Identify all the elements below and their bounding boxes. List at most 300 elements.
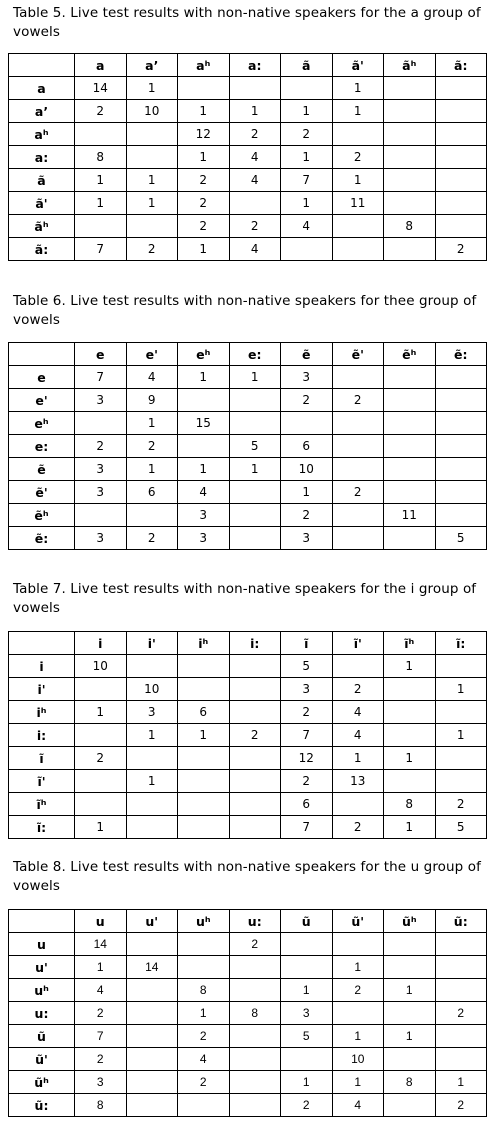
- table-cell: [126, 1094, 178, 1117]
- column-header: e': [126, 343, 178, 366]
- row-header: a’: [9, 100, 75, 123]
- table-cell: 1: [384, 979, 436, 1002]
- table-cell: [229, 1094, 281, 1117]
- row-header: ẽ: [9, 458, 75, 481]
- table-cell: 2: [435, 1002, 487, 1025]
- table-cell: [75, 770, 127, 793]
- table-cell: 2: [75, 747, 127, 770]
- table-cell: [178, 747, 230, 770]
- header-row: [9, 343, 487, 366]
- table-cell: [332, 527, 384, 550]
- table-cell: 3: [75, 389, 127, 412]
- row-header: i: [9, 655, 75, 678]
- table-cell: 14: [126, 956, 178, 979]
- table-cell: 14: [75, 933, 127, 956]
- table-cell: [126, 816, 178, 839]
- table-cell: 4: [332, 724, 384, 747]
- table-cell: [332, 504, 384, 527]
- table-cell: [384, 366, 436, 389]
- table-cell: 2: [229, 215, 281, 238]
- table-cell: 2: [126, 527, 178, 550]
- table-row: [9, 701, 487, 724]
- table-cell: [229, 389, 281, 412]
- table-cell: 1: [178, 238, 230, 261]
- table-cell: 2: [435, 1094, 487, 1117]
- table-cell: 1: [332, 747, 384, 770]
- column-header: ã: [281, 54, 333, 77]
- table-cell: [435, 701, 487, 724]
- table-cell: [332, 238, 384, 261]
- table-cell: [126, 933, 178, 956]
- table-cell: [435, 389, 487, 412]
- table-cell: 2: [75, 1048, 127, 1071]
- table-cell: [126, 215, 178, 238]
- table-cell: 8: [384, 1071, 436, 1094]
- table-row: [9, 655, 487, 678]
- table-cell: 4: [229, 146, 281, 169]
- table-cell: [75, 412, 127, 435]
- table-cell: 1: [332, 956, 384, 979]
- table-cell: 1: [281, 192, 333, 215]
- table-cell: [435, 770, 487, 793]
- table-cell: [281, 956, 333, 979]
- table-cell: [229, 747, 281, 770]
- table-cell: 1: [126, 770, 178, 793]
- table-row: [9, 389, 487, 412]
- table-cell: [435, 481, 487, 504]
- table-cell: [281, 412, 333, 435]
- column-header: u: [75, 910, 127, 933]
- table-cell: [384, 1002, 436, 1025]
- table-cell: [126, 1071, 178, 1094]
- table-cell: [75, 793, 127, 816]
- table-cell: 8: [75, 1094, 127, 1117]
- table-cell: [332, 366, 384, 389]
- row-header: uʰ: [9, 979, 75, 1002]
- column-header: i:: [229, 632, 281, 655]
- table-cell: [126, 979, 178, 1002]
- table-cell: 2: [75, 435, 127, 458]
- table-cell: 4: [332, 1094, 384, 1117]
- table-row: [9, 146, 487, 169]
- table-row: [9, 77, 487, 100]
- table-cell: 1: [75, 701, 127, 724]
- row-header: ã:: [9, 238, 75, 261]
- table-cell: 3: [126, 701, 178, 724]
- table-cell: [229, 527, 281, 550]
- table-cell: [384, 100, 436, 123]
- table-row: [9, 678, 487, 701]
- column-header: ĩ: [281, 632, 333, 655]
- table-cell: 2: [229, 933, 281, 956]
- row-header: eʰ: [9, 412, 75, 435]
- table-cell: 2: [281, 701, 333, 724]
- table5: [8, 53, 487, 261]
- table-cell: [229, 481, 281, 504]
- corner-cell: [9, 632, 75, 655]
- table-cell: [229, 816, 281, 839]
- table-cell: 6: [178, 701, 230, 724]
- table-cell: [126, 146, 178, 169]
- table-cell: 1: [75, 956, 127, 979]
- table-row: [9, 724, 487, 747]
- header-row: [9, 632, 487, 655]
- table-cell: 8: [178, 979, 230, 1002]
- table-cell: [384, 1048, 436, 1071]
- column-header: ã': [332, 54, 384, 77]
- row-header: ã': [9, 192, 75, 215]
- table6: [8, 342, 487, 550]
- column-header: a’: [126, 54, 178, 77]
- table-cell: 1: [229, 366, 281, 389]
- table-cell: 1: [384, 1025, 436, 1048]
- row-header: iʰ: [9, 701, 75, 724]
- table-cell: [435, 458, 487, 481]
- table-cell: [178, 770, 230, 793]
- table-cell: [384, 956, 436, 979]
- table-cell: [384, 238, 436, 261]
- table-cell: [229, 678, 281, 701]
- row-header: ĩ': [9, 770, 75, 793]
- table-cell: 7: [75, 1025, 127, 1048]
- table-cell: [126, 1048, 178, 1071]
- table-cell: 2: [178, 1071, 230, 1094]
- table-row: [9, 1025, 487, 1048]
- table-cell: 3: [75, 1071, 127, 1094]
- table-cell: 10: [126, 100, 178, 123]
- table-row: [9, 1094, 487, 1117]
- row-header: ũ': [9, 1048, 75, 1071]
- table-cell: 3: [281, 678, 333, 701]
- table-cell: [384, 169, 436, 192]
- table-cell: 5: [435, 816, 487, 839]
- table-cell: 2: [332, 389, 384, 412]
- table-cell: 1: [384, 747, 436, 770]
- corner-cell: [9, 343, 75, 366]
- row-header: e:: [9, 435, 75, 458]
- table-cell: 1: [332, 1071, 384, 1094]
- row-header: e': [9, 389, 75, 412]
- row-header: a:: [9, 146, 75, 169]
- table-cell: 2: [435, 238, 487, 261]
- table-cell: 3: [281, 527, 333, 550]
- row-header: ĩ: [9, 747, 75, 770]
- table-cell: 1: [126, 192, 178, 215]
- table-cell: [178, 435, 230, 458]
- table-row: [9, 527, 487, 550]
- table-cell: [281, 77, 333, 100]
- table-cell: 6: [281, 793, 333, 816]
- table-cell: [332, 412, 384, 435]
- table-cell: [332, 123, 384, 146]
- column-header: aʰ: [178, 54, 230, 77]
- table-cell: 11: [332, 192, 384, 215]
- table-cell: [229, 77, 281, 100]
- table-cell: 1: [332, 169, 384, 192]
- table-cell: [126, 747, 178, 770]
- row-header: i': [9, 678, 75, 701]
- header-row: [9, 54, 487, 77]
- table-cell: 1: [384, 816, 436, 839]
- row-header: ãʰ: [9, 215, 75, 238]
- table-cell: [229, 412, 281, 435]
- table-cell: 3: [281, 366, 333, 389]
- table-cell: 1: [126, 724, 178, 747]
- table-row: [9, 816, 487, 839]
- table-row: [9, 458, 487, 481]
- column-header: ũʰ: [384, 910, 436, 933]
- table-cell: [75, 678, 127, 701]
- column-header: ẽ': [332, 343, 384, 366]
- table-cell: [435, 1048, 487, 1071]
- table-cell: [435, 956, 487, 979]
- table-cell: [229, 504, 281, 527]
- table-cell: 2: [126, 238, 178, 261]
- table-row: [9, 747, 487, 770]
- table-cell: 11: [384, 504, 436, 527]
- table-cell: [332, 1002, 384, 1025]
- table8: [8, 909, 487, 1117]
- table-cell: 8: [384, 793, 436, 816]
- table-cell: 7: [281, 724, 333, 747]
- table-cell: 10: [332, 1048, 384, 1071]
- table-cell: [332, 933, 384, 956]
- table-cell: [435, 504, 487, 527]
- row-header: u': [9, 956, 75, 979]
- column-header: i': [126, 632, 178, 655]
- table-cell: [435, 146, 487, 169]
- table-cell: 1: [178, 366, 230, 389]
- table-cell: [435, 1025, 487, 1048]
- table-cell: 8: [229, 1002, 281, 1025]
- table-cell: 4: [178, 481, 230, 504]
- table-row: [9, 192, 487, 215]
- table-cell: 2: [281, 504, 333, 527]
- table-cell: 1: [332, 100, 384, 123]
- table-cell: [229, 1025, 281, 1048]
- table-row: [9, 1071, 487, 1094]
- table-cell: [435, 169, 487, 192]
- column-header: ãʰ: [384, 54, 436, 77]
- row-header: aʰ: [9, 123, 75, 146]
- table-cell: 12: [178, 123, 230, 146]
- table-cell: [384, 724, 436, 747]
- table-cell: 2: [281, 770, 333, 793]
- table-cell: [384, 146, 436, 169]
- table-cell: 1: [126, 458, 178, 481]
- table-cell: 4: [178, 1048, 230, 1071]
- table-cell: 1: [332, 1025, 384, 1048]
- table-cell: [384, 527, 436, 550]
- table-cell: 1: [281, 481, 333, 504]
- table-cell: 1: [75, 816, 127, 839]
- column-header: a:: [229, 54, 281, 77]
- row-header: ẽ:: [9, 527, 75, 550]
- table-cell: [435, 933, 487, 956]
- table-row: [9, 770, 487, 793]
- table-cell: 5: [229, 435, 281, 458]
- table8-caption: Table 8. Live test results with non-native speakers for the u group of vowels: [13, 859, 481, 894]
- table-cell: 2: [281, 123, 333, 146]
- table-cell: [332, 215, 384, 238]
- table-cell: 1: [229, 100, 281, 123]
- table-cell: 15: [178, 412, 230, 435]
- row-header: ẽʰ: [9, 504, 75, 527]
- table-cell: [384, 701, 436, 724]
- table-cell: [178, 956, 230, 979]
- column-header: ẽ:: [435, 343, 487, 366]
- table-cell: 1: [229, 458, 281, 481]
- table-cell: [384, 389, 436, 412]
- table-row: [9, 979, 487, 1002]
- table-cell: [178, 1094, 230, 1117]
- table-cell: [384, 1094, 436, 1117]
- table-cell: 9: [126, 389, 178, 412]
- column-header: ũ': [332, 910, 384, 933]
- table-cell: [332, 435, 384, 458]
- table5-caption: Table 5. Live test results with non-native speakers for the a group of vowels: [13, 5, 481, 40]
- table-cell: 4: [75, 979, 127, 1002]
- table-cell: 4: [126, 366, 178, 389]
- table-cell: [229, 956, 281, 979]
- column-header: ĩ:: [435, 632, 487, 655]
- table-cell: 2: [75, 100, 127, 123]
- table-cell: [384, 123, 436, 146]
- table-cell: 10: [281, 458, 333, 481]
- table-cell: 7: [75, 238, 127, 261]
- column-header: eʰ: [178, 343, 230, 366]
- table-cell: [332, 655, 384, 678]
- table-cell: [435, 979, 487, 1002]
- table-cell: [435, 123, 487, 146]
- table-cell: 2: [281, 389, 333, 412]
- table-cell: [229, 770, 281, 793]
- table-cell: 4: [281, 215, 333, 238]
- table-cell: 10: [126, 678, 178, 701]
- row-header: i:: [9, 724, 75, 747]
- column-header: ẽʰ: [384, 343, 436, 366]
- table-cell: 2: [332, 678, 384, 701]
- table-row: [9, 504, 487, 527]
- row-header: ũʰ: [9, 1071, 75, 1094]
- column-header: ũ:: [435, 910, 487, 933]
- column-header: ã:: [435, 54, 487, 77]
- table-row: [9, 123, 487, 146]
- table-cell: 1: [178, 724, 230, 747]
- table-cell: [435, 435, 487, 458]
- table-cell: 1: [281, 146, 333, 169]
- column-header: e:: [229, 343, 281, 366]
- column-header: uʰ: [178, 910, 230, 933]
- column-header: ũ: [281, 910, 333, 933]
- table-cell: 1: [126, 412, 178, 435]
- table-cell: [229, 655, 281, 678]
- table-cell: 3: [75, 481, 127, 504]
- row-header: a: [9, 77, 75, 100]
- table-cell: [229, 1071, 281, 1094]
- table-cell: [384, 933, 436, 956]
- table-cell: [75, 504, 127, 527]
- row-header: ĩ:: [9, 816, 75, 839]
- table-cell: 1: [384, 655, 436, 678]
- table-cell: 2: [229, 123, 281, 146]
- table-cell: [332, 458, 384, 481]
- column-header: ĩ': [332, 632, 384, 655]
- table-cell: 1: [178, 100, 230, 123]
- table-cell: [178, 655, 230, 678]
- row-header: ã: [9, 169, 75, 192]
- table-cell: 5: [435, 527, 487, 550]
- table-cell: [229, 701, 281, 724]
- table-row: [9, 100, 487, 123]
- table-cell: 2: [332, 146, 384, 169]
- table-cell: [126, 123, 178, 146]
- table-cell: 1: [435, 678, 487, 701]
- table-cell: 1: [281, 979, 333, 1002]
- table-cell: [384, 458, 436, 481]
- table-cell: 2: [281, 1094, 333, 1117]
- table-cell: 1: [178, 146, 230, 169]
- header-row: [9, 910, 487, 933]
- table-cell: 2: [332, 481, 384, 504]
- table-cell: 3: [178, 527, 230, 550]
- table-cell: 4: [229, 169, 281, 192]
- table-cell: [435, 366, 487, 389]
- table-row: [9, 435, 487, 458]
- corner-cell: [9, 54, 75, 77]
- table-cell: 1: [75, 192, 127, 215]
- table-cell: 1: [435, 724, 487, 747]
- table-cell: 2: [178, 169, 230, 192]
- table-cell: 5: [281, 655, 333, 678]
- table-cell: [384, 678, 436, 701]
- table-cell: [281, 1048, 333, 1071]
- table-cell: [178, 933, 230, 956]
- table-cell: 3: [281, 1002, 333, 1025]
- table-cell: [126, 504, 178, 527]
- table-row: [9, 412, 487, 435]
- table-cell: [384, 770, 436, 793]
- table7: [8, 631, 487, 839]
- table-cell: 2: [126, 435, 178, 458]
- table-cell: 1: [281, 100, 333, 123]
- table-cell: [229, 192, 281, 215]
- row-header: ũ:: [9, 1094, 75, 1117]
- table-row: [9, 793, 487, 816]
- table-cell: [229, 1048, 281, 1071]
- table-row: [9, 238, 487, 261]
- table-cell: 3: [75, 458, 127, 481]
- table-cell: 1: [178, 458, 230, 481]
- table-cell: [435, 215, 487, 238]
- table-cell: 2: [75, 1002, 127, 1025]
- column-header: u': [126, 910, 178, 933]
- table-cell: [281, 238, 333, 261]
- table-row: [9, 1002, 487, 1025]
- table-cell: 4: [332, 701, 384, 724]
- table-cell: 5: [281, 1025, 333, 1048]
- table-cell: 1: [126, 77, 178, 100]
- table-cell: [178, 77, 230, 100]
- row-header: ũ: [9, 1025, 75, 1048]
- table-cell: 1: [178, 1002, 230, 1025]
- table-cell: [435, 655, 487, 678]
- table6-caption: Table 6. Live test results with non-native speakers for thee group of vowels: [13, 293, 477, 328]
- table-cell: 2: [229, 724, 281, 747]
- table-cell: 8: [384, 215, 436, 238]
- table-cell: 8: [75, 146, 127, 169]
- table-cell: [75, 123, 127, 146]
